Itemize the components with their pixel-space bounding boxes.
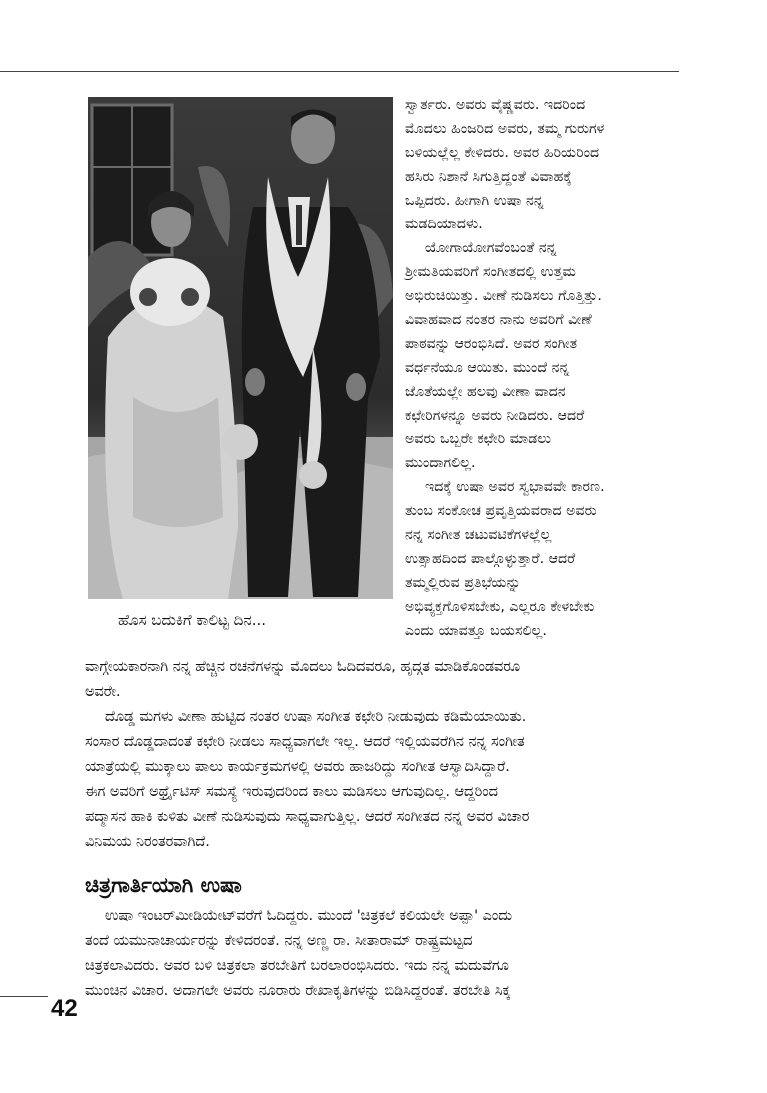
- section-heading: ಚಿತ್ರಗಾರ್ತಿಯಾಗಿ ಉಷಾ: [85, 873, 242, 897]
- text-line: ಮುಂದಾಗಲಿಲ್ಲ.: [405, 455, 476, 472]
- text-line: ಸ್ವಾರ್ತರು. ಅವರು ವೈಷ್ಣವರು. ಇದರಿಂದ: [405, 97, 586, 113]
- text-line: ಸಂಸಾರ ದೊಡ್ಡದಾದಂತೆ ಕಛೇರಿ ನೀಡಲು ಸಾಧ್ಯವಾಗಲೇ ಇಲ್ಲ. ಆದರೆ ಇಲ್ಲಿಯವರೆಗಿನ ನನ್ನ ಸಂಗೀತ: [85, 734, 525, 750]
- text-line: ಕಛೇರಿಗಳನ್ನೂ ಅವರು ನೀಡಿದರು. ಆದರೆ: [405, 407, 585, 424]
- page-number-rule: [0, 996, 48, 997]
- text-line: ಪಾಠವನ್ನು ಆರಂಭಿಸಿದೆ. ಅವರ ಸಂಗೀತ: [405, 335, 578, 352]
- text-line: ಮುಂಚಿನ ವಿಚಾರ. ಅದಾಗಲೇ ಅವರು ನೂರಾರು ರೇಖಾಕೃತಿಗಳನ್ನು ಬಿಡಿಸಿದ್ದರಂತೆ. ತರಬೇತಿ ಸಿಕ್ಕ: [85, 983, 511, 999]
- text-line: ಬಳಿಯಲ್ಲೆಲ್ಲ ಕೇಳಿದರು. ಅವರ ಹಿರಿಯರಿಂದ: [405, 144, 600, 161]
- text-line: ತಂದೆ ಯಮುನಾಚಾರ್ಯರನ್ನು ಕೇಳಿದರಂತೆ. ನನ್ನ ಅಣ್ಣ ರಾ. ಸೀತಾರಾಮ್ ರಾಷ್ಟ್ರಮಟ್ಟದ: [85, 933, 473, 949]
- text-line: ಅಭಿವ್ಯಕ್ತಗೊಳಿಸಬೇಕು, ಎಲ್ಲರೂ ಕೇಳಬೇಕು: [405, 598, 595, 615]
- text-line: ವಿವಾಹವಾದ ನಂತರ ನಾನು ಅವರಿಗೆ ವೀಣೆ: [405, 312, 592, 329]
- text-line: ಇದಕ್ಕೆ ಉಷಾ ಅವರ ಸ್ವಭಾವವೇ ಕಾರಣ.: [425, 479, 605, 496]
- text-line: ನನ್ನ ಸಂಗೀತ ಚಟುವಟಿಕೆಗಳಲ್ಲೆಲ್ಲ: [405, 527, 552, 544]
- text-line: ಈಗ ಅವರಿಗೆ ಅರ್ಥ್ರೈಟಿಸ್ ಸಮಸ್ಯೆ ಇರುವುದರಿಂದ ಕಾಲು ಮಡಿಸಲು ಆಗುವುದಿಲ್ಲ. ಆದ್ದರಿಂದ: [85, 784, 498, 800]
- text-line: ಜೊತೆಯಲ್ಲೇ ಹಲವು ವೀಣಾ ವಾದನ: [405, 383, 566, 400]
- text-line: ವಾಗ್ಗೇಯಕಾರನಾಗಿ ನನ್ನ ಹೆಚ್ಚಿನ ರಚನೆಗಳನ್ನು ಮೊದಲು ಓದಿದವರೂ, ಹೃದ್ಗತ ಮಾಡಿಕೊಂಡವರೂ: [85, 659, 521, 675]
- text-line: ತಮ್ಮಲ್ಲಿರುವ ಪ್ರತಿಭೆಯನ್ನು: [405, 574, 521, 591]
- page-number: 42: [51, 995, 78, 1022]
- text-line: ಚಿತ್ರಕಲಾವಿದರು. ಅವರ ಬಳಿ ಚಿತ್ರಕಲಾ ತರಬೇತಿಗೆ ಬರಲಾರಂಭಿಸಿದರು. ಇದು ನನ್ನ ಮದುವೆಗೂ: [85, 958, 509, 974]
- photo-caption: ಹೊಸ ಬದುಕಿಗೆ ಕಾಲಿಟ್ಟ ದಿನ...: [118, 611, 266, 629]
- wedding-photo: [88, 97, 393, 599]
- text-line: ಶ್ರೀಮತಿಯವರಿಗೆ ಸಂಗೀತದಲ್ಲಿ ಉತ್ತಮ: [405, 264, 576, 281]
- text-line: ಯೋಗಾಯೋಗವೆಂಬಂತೆ ನನ್ನ: [425, 240, 557, 257]
- text-line: ಅವರೇ.: [85, 684, 121, 700]
- text-line: ಹಸಿರು ನಿಶಾನೆ ಸಿಗುತ್ತಿದ್ದಂತೆ ವಿವಾಹಕ್ಕೆ: [405, 168, 572, 185]
- full-width-paragraphs: [85, 655, 685, 855]
- text-line: ಪದ್ಮಾಸನ ಹಾಕಿ ಕುಳಿತು ವೀಣೆ ನುಡಿಸುವುದು ಸಾಧ್ಯವಾಗುತ್ತಿಲ್ಲ. ಆದರೆ ಸಂಗೀತದ ನನ್ನ ಅವರ ವಿಚಾರ: [85, 809, 530, 825]
- text-line: ಅವರು ಒಬ್ಬರೇ ಕಛೇರಿ ಮಾಡಲು: [405, 431, 551, 448]
- text-line: ಉತ್ಸಾಹದಿಂದ ಪಾಲ್ಗೊಳ್ಳುತ್ತಾರೆ. ಆದರೆ: [405, 550, 576, 567]
- text-line: ಮಡದಿಯಾದಳು.: [405, 216, 483, 233]
- text-line: ವಿನಿಮಯ ನಿರಂತರವಾಗಿದೆ.: [85, 834, 210, 850]
- text-line: ಉಷಾ ಇಂಟರ್‌ಮೀಡಿಯೇಟ್‌ವರೆಗೆ ಓದಿದ್ದರು. ಮುಂದೆ 'ಚಿತ್ರಕಲೆ ಕಲಿಯಲೇ ಅಪ್ಪಾ' ಎಂದು: [105, 908, 513, 924]
- text-line: ಎಂದು ಯಾವತ್ತೂ ಬಯಸಲಿಲ್ಲ.: [405, 622, 547, 639]
- text-line: ಯಾತ್ರೆಯಲ್ಲಿ ಮುಕ್ಕಾಲು ಪಾಲು ಕಾರ್ಯಕ್ರಮಗಳಲ್ಲಿ ಅವರು ಹಾಜರಿದ್ದು ಸಂಗೀತ ಆಸ್ವಾದಿಸಿದ್ದಾರೆ.: [85, 759, 510, 775]
- text-line: ಒಪ್ಪಿದರು. ಹೀಗಾಗಿ ಉಷಾ ನನ್ನ: [405, 192, 544, 209]
- section-paragraph: [85, 904, 685, 1004]
- text-line: ತುಂಬ ಸಂಕೋಚ ಪ್ರವೃತ್ತಿಯವರಾದ ಅವರು: [405, 503, 597, 520]
- right-column-text: [405, 94, 680, 643]
- top-rule: [0, 71, 679, 72]
- text-line: ಅಭಿರುಚಿಯಿತ್ತು. ವೀಣೆ ನುಡಿಸಲು ಗೊತ್ತಿತ್ತು.: [405, 288, 602, 305]
- text-line: ಮೊದಲು ಹಿಂಜರಿದ ಅವರು, ತಮ್ಮ ಗುರುಗಳ: [405, 120, 605, 137]
- text-line: ದೊಡ್ಡ ಮಗಳು ವೀಣಾ ಹುಟ್ಟಿದ ನಂತರ ಉಷಾ ಸಂಗೀತ ಕಛೇರಿ ನೀಡುವುದು ಕಡಿಮೆಯಾಯಿತು.: [105, 709, 527, 725]
- text-line: ವರ್ಧನೆಯೂ ಆಯಿತು. ಮುಂದೆ ನನ್ನ: [405, 359, 570, 376]
